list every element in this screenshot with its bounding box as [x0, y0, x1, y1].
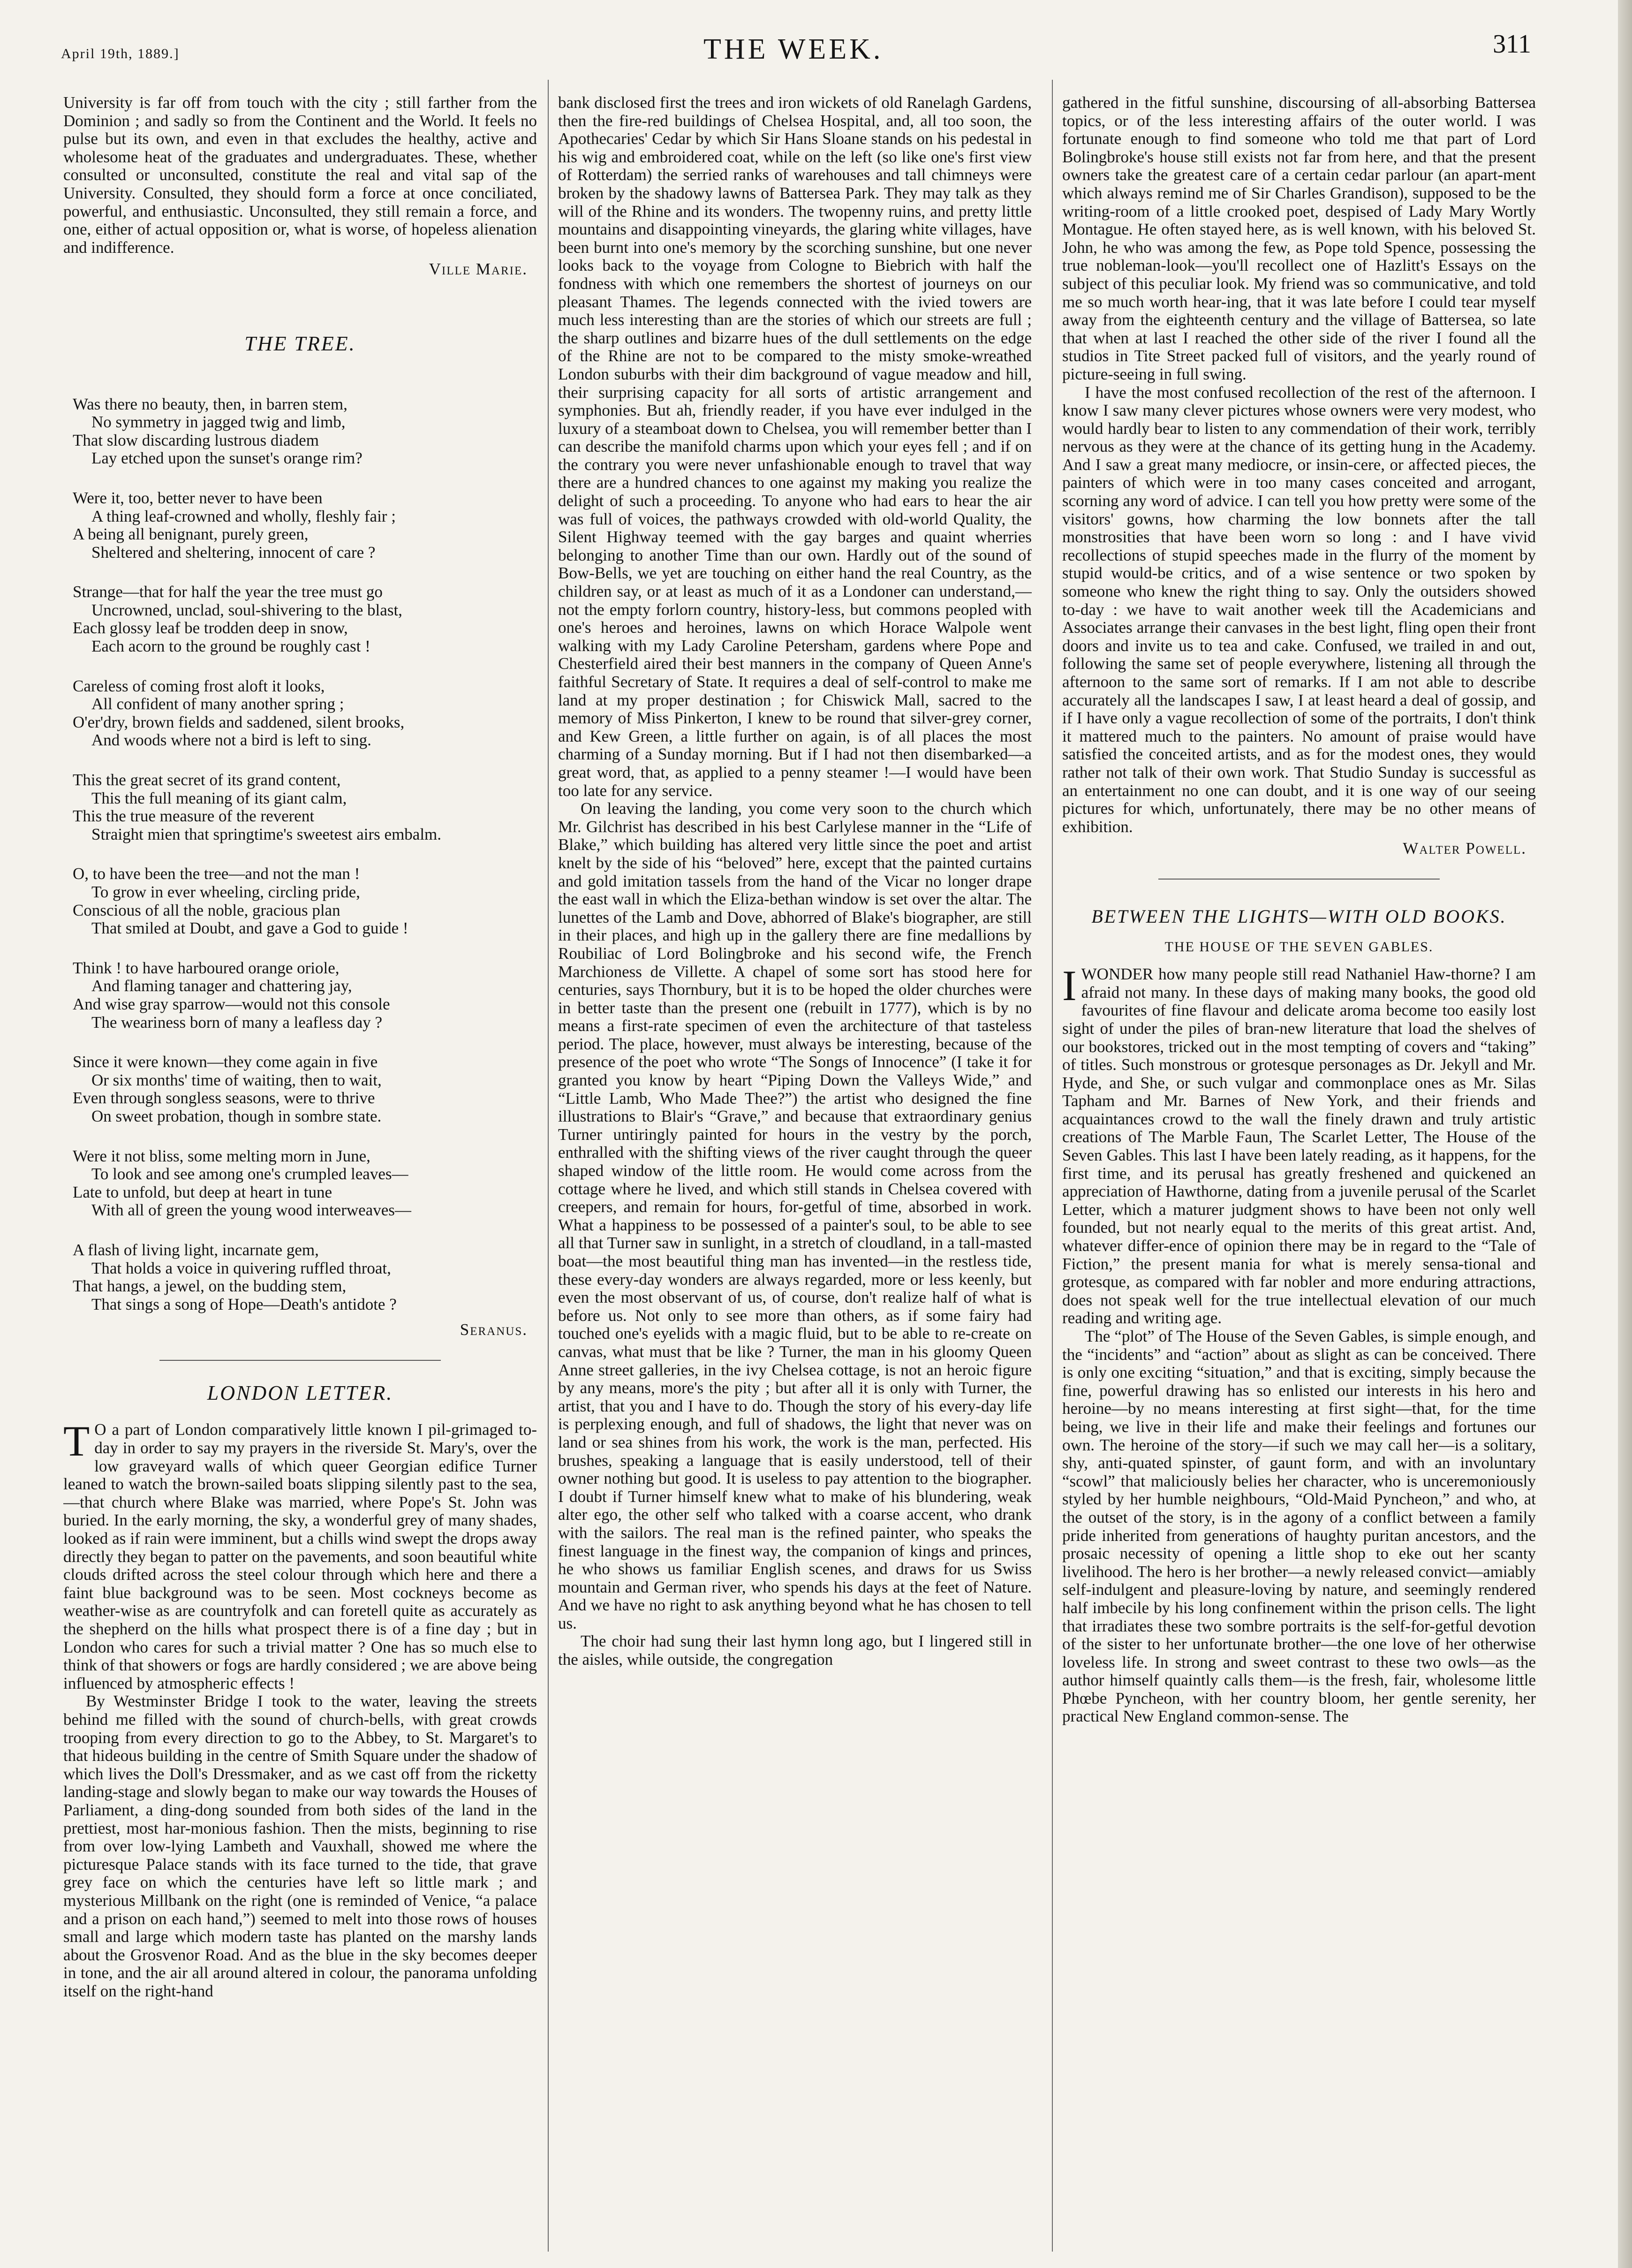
poem-line: And flaming tanager and chattering jay,	[91, 977, 352, 995]
poem-line: Was there no beauty, then, in barren stem,	[73, 394, 348, 413]
poem-line: The weariness born of many a leafless day ?	[91, 1013, 383, 1032]
poem-line: Think ! to have harboured orange oriole,	[73, 958, 340, 977]
poem-stanza	[63, 583, 537, 655]
poem-body	[63, 395, 537, 1314]
poem-line: Careless of coming frost aloft it looks,	[73, 676, 325, 695]
poem-line: No symmetry in jagged twig and limb,	[91, 413, 346, 432]
poem-line: Strange—that for half the year the tree must go	[73, 583, 383, 601]
poem-line: That slow discarding lustrous diadem	[73, 431, 319, 449]
poem-line: O, to have been the tree—and not the man !	[73, 865, 360, 883]
poem-line: And wise gray sparrow—would not this console	[73, 994, 390, 1013]
poem-line: That sings a song of Hope—Death's antidote ?	[91, 1295, 397, 1313]
poem-stanza	[63, 677, 537, 750]
article-paragraph: gathered in the fitful sunshine, discoursing of all-absorbing Battersea topics, or of the less interesting affairs of the outer world. I was fortunate enough to find someone who told me that part of Lord Bolingbroke's house still exists not far from here, and that the present owners take the greatest care of a certain cedar parlour (an apart-ment which always remind me of Sir Charles Grandison), supposed to be the writing-room of a little crooked poet, despised of Lady Mary Wortly Montague. He often stayed here, as is well known, with his beloved St. John, he who was among the few, as Pope told Spence, possessing the true nobleman-look—you'll recollect one of Hazlitt's Essays on the subject of this peculiar look. My friend was so communicative, and told me so much worth hear-ing, that it was late before I could tear myself away from the eighteenth century and the village of Battersea, so late that when at last I reached the other side of the river I found all the studios in Tite Street packed full of visitors, and the yearly round of picture-seeing in full swing.	[1062, 94, 1536, 383]
poem-line: Since it were known—they come again in five	[73, 1053, 378, 1071]
poem-line: Each glossy leaf be trodden deep in snow,	[73, 619, 348, 637]
article-paragraph: On leaving the landing, you come very soon to the church which Mr. Gilchrist has described in his best Carlylese manner in the “Life of Blake,” which building has altered very little since the poet and artist knelt by the side of his “beloved” here, except that the painted curtains and gold imitation tassels from the hand of the Vicar no longer drape the east wall in which the Eliza-bethan window is set over the altar. The lunettes of the Lamb and Dove, abhorred of Blake's biographer, are still in their places, and high up in the gallery there are fine medallions by Roubiliac of Lord Bolingbroke and his second wife, the French Marchioness de Villette. A chapel of some sort has stood here for centuries, says Thornbury, but it is to be hoped the older churches were in better taste than the present one (rebuilt in 1777), which is by no means a first-rate specimen of even the architecture of that tasteless period. The place, however, must always be interesting, because of the presence of the poet who wrote “The Songs of Innocence” (I take it for granted you know by heart “Piping Down the Valleys Wide,” and “Little Lamb, Who Made Thee?”) the artist who designed the fine illustrations to Blair's “Grave,” and because that extraordinary genius Turner untiringly painted for hours in the vestry by the porch, enthralled with the shifting views of the river caught through the queer shaped window of the little room. He would come across from the cottage where he lived, and which still stands in Chelsea covered with creepers, and remain for hours, for-getful of time, absorbed in work. What a happiness to be possessed of a painter's soul, to be able to see all that Turner saw in sunlight, in a stretch of cloudland, in a tall-masted boat—the most beautiful thing man has invented—in the restless tide, these every-day wonders are always regarded, more or less keenly, but even the most observant of us, of course, don't realize half of what is before us. Not only to see more than others, as if some fairy had touched one's eyelids with a magic fluid, but to be able to re-create on canvas, what must that be like ? Turner, the man in his gloomy Queen Anne street galleries, in the ivy Chelsea cottage, is not an heroic figure by any means, more's the pity ; but after all it is only with Turner, the artist, that you and I have to do. Though the story of his every-day life is perplexing enough, and full of shadows, the light that never was on land or sea shines from his work, the work is the man, perfected. His brushes, speaking a language that is easily understood, tell of their owner nothing but good. It is useless to pay attention to the biographer. I doubt if Turner himself knew what to make of his blundering, weak alter ego, the other self who talked with a coarse accent, who drank with the sailors. The real man is the refined painter, who speaks the finest language in the finest way, the companion of kings and princes, he who shows us familiar English scenes, and draws for us Swiss mountain and German river, who spends his days at the feet of Nature. And we have no right to ask anything beyond what he has chosen to tell us.	[558, 799, 1032, 1632]
article-paragraph: The “plot” of The House of the Seven Gables, is simple enough, and the “incidents” and “action” about as slight as can be conceived. There is only one exciting “situation,” and that is exciting, simply because the fine, powerful drawing has so enlisted our interests in his hero and heroine—by no means interesting at first sight—that, for the time being, we live in their life and make their feelings and fortunes our own. The heroine of the story—if such we may call her—is a solitary, shy, anti-quated spinster, of gaunt form, and with an involuntary “scowl” that maliciously belies her character, who is unceremoniously styled by her humble neighbours, “Old-Maid Pyncheon,” and who, at the outset of the story, is in the agony of a conflict between a family pride inherited from generations of haughty puritan ancestors, and the prosaic necessity of opening a little shop to eke out her scanty livelihood. The hero is her brother—a newly released convict—amiably self-indulgent and pleasure-loving by nature, and seemingly rendered half imbecile by his long confinement within the prison cells. The light that irradiates these two sombre portraits is the self-for-getful devotion of the sister to her unfortunate brother—the one love of her otherwise loveless life. In strong and sweet contrast to these two owls—as the author himself quaintly calls them—is the fresh, fair, wholesome little Phœbe Pyncheon, with her country bloom, her gentle serenity, her practical New England common-sense. The	[1062, 1327, 1536, 1726]
poem-line: Uncrowned, unclad, soul-shivering to the blast,	[91, 600, 402, 619]
poem-line: That hangs, a jewel, on the budding stem,	[73, 1277, 347, 1296]
poem-line: That smiled at Doubt, and gave a God to guide !	[91, 919, 408, 938]
poem-line: Late to unfold, but deep at heart in tune	[73, 1183, 332, 1201]
poem-line: O'er'dry, brown fields and saddened, silent brooks,	[73, 713, 405, 731]
article-paragraph: T O a part of London comparatively little known I pil-grimaged to-day in order to say my prayers in the riverside St. Mary's, over the low graveyard walls of which queer Georgian edifice Turner leaned to watch the brown-sailed boats slipping silently past to the sea,—that church where Blake was married, where Pope's St. John was buried. In the early morning, the sky, a wonderful grey of many shades, looked as if rain were imminent, but a chills wind swept the drops away directly they began to patter on the pavements, and soon beautiful white clouds drifted across the steel colour through which here and there a faint blue background was to be seen. Most cockneys become as weather-wise as are countryfolk and can foretell quite as accurately as the shepherd on the hills what prospect there is of a fine day ; but in London who cares for such a trivial matter ? One has so much else to think of that showers or fogs are hardly considered ; we are above being influenced by atmospheric effects !	[63, 1417, 537, 1692]
issue-date: April 19th, 1889.]	[61, 46, 180, 61]
page-number: 311	[1493, 30, 1531, 59]
article-title: LONDON LETTER.	[207, 1381, 393, 1404]
essay-title: BETWEEN THE LIGHTS—WITH OLD BOOKS.	[1091, 905, 1507, 927]
poem-line: With all of green the young wood interweaves—	[91, 1201, 411, 1220]
poem-line: A thing leaf-crowned and wholly, fleshly fair ;	[91, 507, 396, 525]
column-rule	[1052, 80, 1053, 2252]
poem-line: Each acorn to the ground be roughly cast !	[91, 637, 370, 656]
masthead-title: THE WEEK.	[703, 33, 884, 65]
poem-line: Or six months' time of waiting, then to wait,	[91, 1070, 382, 1089]
poem-stanza	[63, 489, 537, 561]
section-divider	[1158, 879, 1440, 880]
poem-line: Straight mien that springtime's sweetest airs embalm.	[91, 825, 442, 843]
drop-cap: T	[63, 1417, 90, 1465]
poem-line: A being all benignant, purely green,	[73, 525, 309, 544]
poem-line: This the true measure of the reverent	[73, 807, 315, 826]
poem-stanza	[63, 1147, 537, 1220]
poem-stanza	[63, 395, 537, 468]
poem-line: Were it not bliss, some melting morn in June,	[73, 1146, 370, 1165]
article-paragraph: I have the most confused recollection of the rest of the afternoon. I know I saw many clever pictures whose owners were very modest, who would hardly bear to listen to any commendation of their work, terribly nervous as they were at the chance of its getting hung in the Academy. And I saw a great many mediocre, or insin-cere, or affected pieces, the painters of which were in too many cases conceited and arrogant, scorning any word of advice. I can tell you how pretty were some of the visitors' gowns, how charming the low bonnets after the tall monstrosities that have been worn so long : and I have vivid recollections of stupid speeches made in the flurry of the moment by stupid would-be critics, and of a wise sentence or two spoken by someone who knew the right thing to say. Only the outsiders showed to-day : we have to wait another week till the Academicians and Associates arrange their canvases in the best light, fling open their front doors and invite us to tea and cake. Confused, we trailed in and out, following the same set of people everywhere, listening all through the afternoon to the same sort of remarks. If I am not able to describe accurately all the landscapes I saw, I at least heard a deal of gossip, and if I have only a vague recollection of some of the portraits, I don't think it mattered much to the painters. No amount of praise would have satisfied the conceited artists, and as for the modest ones, they would rather not talk of their own work. That Studio Sunday is successful as an entertainment no one can doubt, and it is one way of our seeing pictures for which, unfortunately, there may be no other means of exhibition.	[1062, 383, 1536, 836]
poem-line: This the great secret of its grand content,	[73, 771, 341, 789]
poem-title: THE TREE.	[244, 332, 356, 355]
poem-line: That holds a voice in quivering ruffled throat,	[91, 1259, 391, 1277]
article-paragraph: bank disclosed first the trees and iron wickets of old Ranelagh Gardens, then the fire-red buildings of Chelsea Hospital, and, all too soon, the Apothecaries' Cedar by which Sir Hans Sloane stands on his pedestal in his wig and embroidered coat, while on the left (so like one's first view of Rotterdam) the serried ranks of warehouses and tall chimneys were broken by the shadowy lawns of Battersea Park. They may talk as they will of the Rhine and its wonders. The twopenny ruins, and pretty little mountains and disappointing vineyards, the glaring white villages, have been burnt into one's memory by the scorching sunshine, but one never looks back to the voyage from Cologne to Biebrich with half the fondness with which one remembers the shortest of journeys on our pleasant Thames. The legends connected with the ivied towers are much less interesting than are the stories of which our streets are full ; the sharp outlines and bizarre hues of the dull settlements on the edge of the Rhine are not to be compared to the misty smoke-wreathed London suburbs with their dim background of vague meadow and hill, their surprising capacity for all sorts of artistic arrangement and symphonies. But ah, friendly reader, if you have ever indulged in the luxury of a steamboat down to Chelsea, you will remember better than I can describe the manifold charms upon which your eyes fell ; and if on the contrary you were never unfashionable enough to travel that way there are a hundred chances to one against my making you realize the delight of such a proceeding. To anyone who had ears to hear the air was full of voices, the pathways crowded with old-world Quality, the Silent Highway teemed with the gay barges and quaint wherries belonging to another Time than our own. Hardly out of the sound of Bow-Bells, we yet are touching on either hand the real Country, as the children say, or at least as much of it as a Londoner can understand,—not the empty forlorn country, history-less, but commons peopled with one's heroes and heroines, lawns on which Horace Walpole went walking with my Lady Caroline Petersham, gardens where Pope and Chesterfield aired their best manners in the company of Queen Anne's faithful Secretary of State. It requires a deal of self-control to make me land at my proper destination ; for Chiswick Mall, sacred to the memory of Miss Pinkerton, I knew to be round that silver-grey corner, and Kew Green, a little further on again, is of all places the most charming of a Sunday morning. But if I had not then disembarked—a great word, that, as applied to a penny steamer !—I would have been too late for any service.	[558, 94, 1032, 800]
poem-line: Were it, too, better never to have been	[73, 488, 323, 507]
column-1	[63, 94, 537, 2252]
poem-signature: Seranus.	[460, 1320, 528, 1339]
poem-line: On sweet probation, though in sombre state.	[91, 1107, 382, 1125]
poem-line: Conscious of all the noble, gracious plan	[73, 901, 340, 919]
poem-line: A flash of living light, incarnate gem,	[73, 1240, 319, 1259]
poem-stanza	[63, 771, 537, 843]
poem-line: And woods where not a bird is left to sing.	[91, 731, 371, 750]
poem-line: Sheltered and sheltering, innocent of care ?	[91, 543, 376, 561]
section-divider	[159, 1360, 441, 1361]
poem-stanza	[63, 1241, 537, 1313]
author-signature: Ville Marie.	[429, 260, 528, 279]
essay-subtitle: THE HOUSE OF THE SEVEN GABLES.	[1164, 939, 1434, 955]
poem-line: This the full meaning of its giant calm,	[91, 789, 347, 807]
column-2	[558, 94, 1032, 2252]
article-paragraph: The choir had sung their last hymn long ago, but I lingered still in the aisles, while outside, the congregation	[558, 1632, 1032, 1669]
column-3	[1062, 94, 1536, 2252]
article-paragraph: IWONDER how many people still read Nathaniel Haw-thorne? I am afraid not many. In these days of making many books, the good old favourites of fine flavour and delicate aroma become too easily lost sight of under the piles of bran-new literature that load the shelves of our bookstores, tricked out in the most tempting of covers and “taking” of titles. Such monstrous or grotesque personages as Dr. Jekyll and Mr. Hyde, and She, or such vulgar and commonplace ones as Mr. Silas Tapham and Mr. Barnes of New York, and their friends and acquaintances crowd to the wall the finely drawn and truly artistic creations of The Marble Faun, The Scarlet Letter, The House of the Seven Gables. This last I have been lately reading, as it happens, for the first time, and its perusal has greatly freshened and quickened an appreciation of Hawthorne, dating from a juvenile perusal of the Scarlet Letter, which a maturer judgment shows to have been not only well founded, but not nearly equal to the merits of this great artist. And, whatever differ-ence of opinion there may be in regard to the “Tale of Fiction,” the present mania for what is merely sensa-tional and grotesque, as compared with far nobler and more enduring attractions, does not speak well for the true intellectual elevation of our much reading and writing age.	[1062, 962, 1536, 1327]
poem-line: To look and see among one's crumpled leaves—	[91, 1165, 408, 1183]
poem-line: To grow in ever wheeling, circling pride,	[91, 883, 360, 901]
poem-line: Even through songless seasons, were to thrive	[73, 1089, 375, 1107]
author-signature: Walter Powell.	[1403, 839, 1526, 858]
poem-stanza	[63, 1053, 537, 1125]
continued-article-text: University is far off from touch with the city ; still farther from the Dominion ; and sadly so from the Continent and the World. It feels no pulse but its own, and even in that excludes the healthy, active and wholesome heat of the graduates and undergraduates. These, whether consulted or unconsulted, constitute the real and vital sap of the University. Consulted, they should form a force at once conciliated, powerful, and enthusiastic. Unconsulted, they still remain a force, and one, either of actual opposition or, what is worse, of hopeless alienation and indifference.	[63, 94, 537, 257]
article-paragraph: By Westminster Bridge I took to the water, leaving the streets behind me filled with the sound of church-bells, with great crowds trooping from every direction to go to the Abbey, to St. Margaret's to that hideous building in the centre of Smith Square under the shadow of which lives the Doll's Dressmaker, and as we cast off from the ricketty landing-stage and slowly began to make our way towards the Houses of Parliament, a ding-dong sounded from both sides of the land in the prettiest, most har-monious fashion. Then the mists, beginning to rise from over low-lying Lambeth and Vauxhall, showed me where the picturesque Palace stands with its face turned to the tide, that grave grey face on which the centuries have left so little mark ; and mysterious Millbank on the right (one is reminded of Venice, “a palace and a prison on each hand,”) seemed to melt into those rows of houses small and large which modern taste has planted on the marshy lands about the Grosvenor Road. And as the blue in the sky becomes deeper in tone, and the air all around altered in colour, the panorama unfolding itself on the right-hand	[63, 1692, 537, 2000]
drop-cap: I	[1062, 962, 1077, 1010]
poem-line: Lay etched upon the sunset's orange rim?	[91, 449, 363, 468]
poem-stanza	[63, 865, 537, 937]
poem-line: All confident of many another spring ;	[91, 695, 344, 713]
column-rule	[548, 80, 549, 2252]
page-edge	[1618, 0, 1632, 2268]
poem-stanza	[63, 959, 537, 1032]
